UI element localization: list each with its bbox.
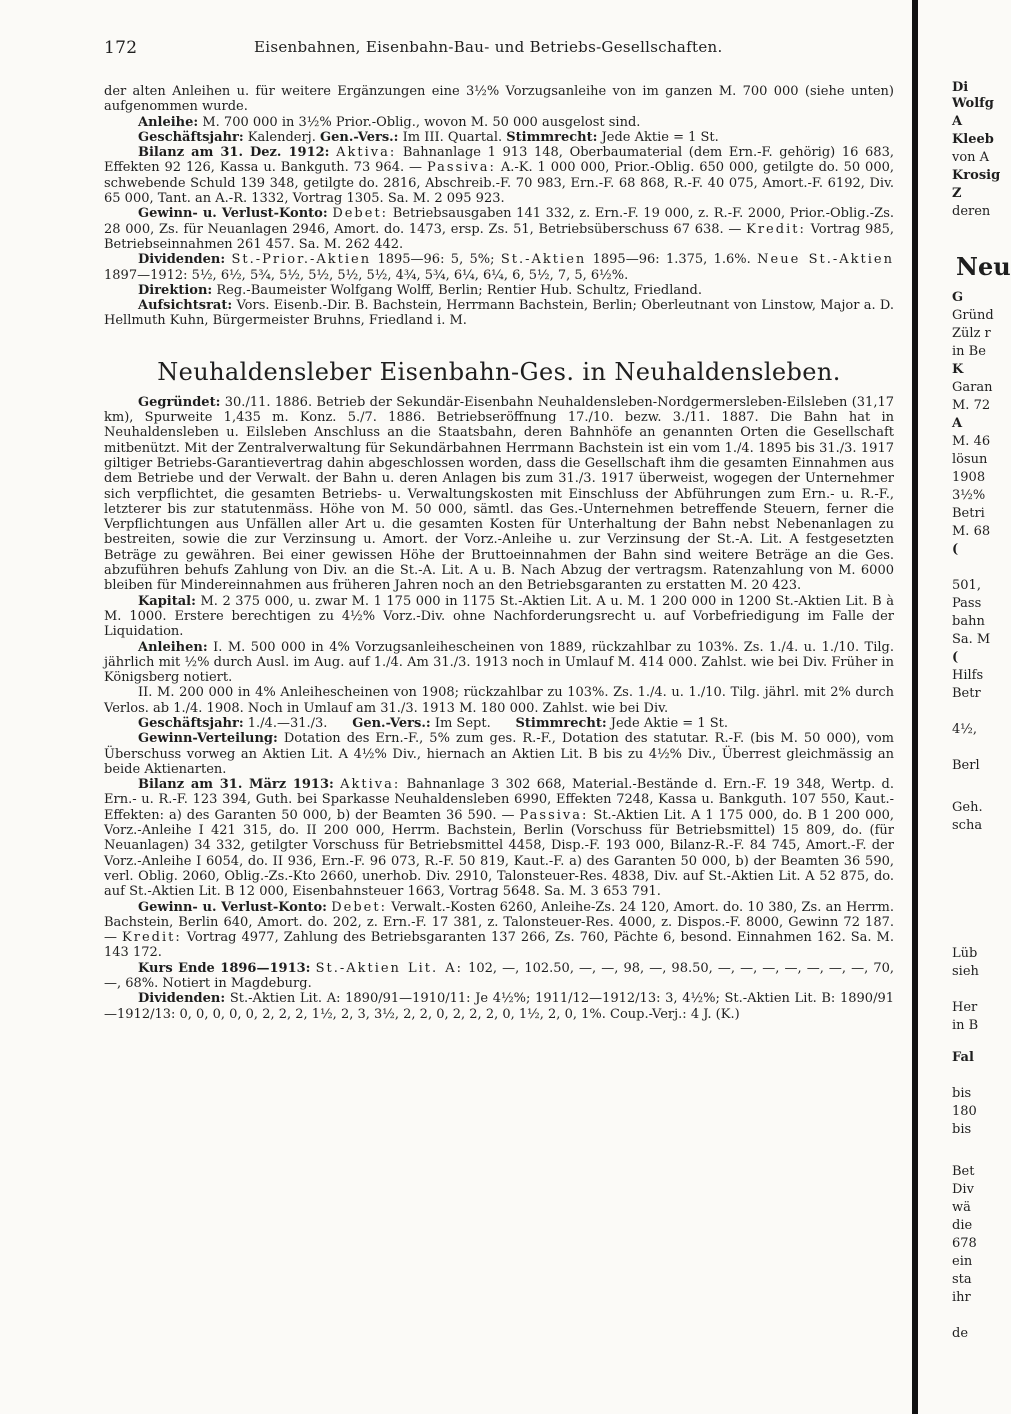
main-column (104, 84, 894, 1022)
kurs-text: 102, —, 102.50, —, —, 98, —, 98.50, —, —, —, —, —, —, —, 70, —, 68%. Notiert in Magdeburg. (104, 960, 895, 992)
right-column-text: 678 (952, 1236, 977, 1251)
right-column-text: ein (952, 1254, 973, 1269)
prev-aufsichtsrat (104, 298, 894, 329)
prev-meta (104, 130, 894, 145)
prev-bilanz-text-2: A.-K. 1 000 000, Prior.-Oblig. 650 000, getilgte do. 50 000, schwebende Schuld 139 348, getilgte do. 2816, Abschreib.-F. 70 983, Ern.-F. 68 868, R.-F. 40 075, Amort.-F. 6192, Div. 65 000, Tant. an A.-R. 1332, Vortrag 1305. Sa. M. 2 095 923. (104, 160, 894, 207)
prev-direktion-label: Direktion: (138, 282, 213, 298)
right-column-text: Garan (952, 380, 993, 395)
prev-stimmrecht-label: Stimmrecht: (506, 129, 598, 145)
right-column-text: die (952, 1218, 973, 1233)
kurs-word: St.-Aktien Lit. A: (315, 960, 464, 976)
right-column-text: Neu (956, 252, 1011, 281)
prev-bilanz-text-1: Bahnanlage 1 913 148, Oberbaumaterial (dem Ern.-F. gehörig) 16 683, Effekten 92 126, Kassa u. Bankguth. 73 964. — (104, 145, 894, 176)
anleihen (104, 640, 894, 686)
right-column-text: ihr (952, 1290, 971, 1305)
gegruendet-label: Gegründet: (138, 394, 221, 410)
right-column-text: Geh. (952, 800, 983, 815)
genvers-text: Im Sept. (434, 715, 491, 731)
geschaeftsjahr-label: Geschäftsjahr: (138, 715, 244, 731)
right-column-text: Betr (952, 686, 981, 701)
right-column-text: Sa. M (952, 632, 991, 647)
genvers-label: Gen.-Vers.: (352, 715, 431, 731)
column-divider (912, 0, 918, 1414)
right-column-text: Betri (952, 506, 985, 521)
div-text: St.-Aktien Lit. A: 1890/91—1910/11: Je 4½%; 1911/12—1912/13: 3, 4½%; St.-Aktien Lit. B: 1890/91—1912/13: 0, 0, 0, 0, 0, 2, 2, 2, 1½, 2, 3, 3½, 2, 2, 0, 2, 2, 2, 0, 1½, 2, 0, 1%. Coup.-Verj.: 4 J. (K.) (104, 991, 894, 1022)
guv (104, 900, 894, 961)
prev-guv-text-1: Betriebsausgaben 141 332, z. Ern.-F. 19 000, z. R.-F. 2000, Prior.-Oblig.-Zs. 28 000, Zs. für Neuanlagen 2946, Amort. do. 1473, ersp. Zs. 51, Betriebsüberschuss 67 638. — (104, 206, 894, 237)
prev-div-label: Dividenden: (138, 252, 226, 268)
bilanz-text-1: Bahnanlage 3 302 668, Material.-Bestände d. Ern.-F. 19 348, Wertp. d. Ern.- u. R.-F. 123 394, Guth. bei Sparkasse Neuhaldensleben 6990, Effekten 7248, Kassa u. Bankguth. 107 550, Kaut.-Effekten: a) des Garanten 50 000, b) der Beamten 36 590. — (104, 777, 895, 823)
page-number: 172 (104, 38, 138, 58)
right-column-text: bis (952, 1122, 972, 1137)
verteilung-label: Gewinn-Verteilung: (138, 731, 278, 747)
right-column-text: Kleeb (952, 132, 994, 147)
prev-div-text-2: 1895—96: 1.375, 1.6%. (592, 252, 751, 268)
kurs (104, 961, 894, 992)
prev-guv-text-2: Vortrag 985, Betriebseinnahmen 261 457. Sa. M. 262 442. (104, 221, 894, 252)
prev-direktion (104, 283, 894, 298)
prev-anleihe-text: M. 700 000 in 3½% Prior.-Oblig., wovon M. 50 000 ausgelost sind. (202, 114, 641, 130)
guv-text-2: Vortrag 4977, Zahlung des Betriebsgaranten 137 266, Zs. 760, Pächte 6, besond. Einnahmen 162. Sa. M. 143 172. (104, 930, 894, 961)
right-column-text: Pass (952, 596, 982, 611)
guv-debet: Debet: (331, 899, 387, 915)
prev-aufsichtsrat-text: Vors. Eisenb.-Dir. B. Bachstein, Herrmann Bachstein, Berlin; Oberleutnant von Linstow, Major a. D. Hellmuth Kuhn, Bürgermeister Bruhns, Friedland i. M. (104, 298, 894, 329)
prev-geschaeftsjahr-text: Kalenderj. (247, 129, 316, 145)
running-title: Eisenbahnen, Eisenbahn-Bau- und Betriebs-Gesellschaften. (254, 38, 723, 56)
right-column-text: 4½, (952, 722, 978, 737)
right-column-text: Bet (952, 1164, 975, 1179)
right-column-text: in Be (952, 344, 986, 359)
prev-dividenden (104, 252, 894, 283)
right-column-text: 1908 (952, 470, 986, 485)
company-meta (104, 716, 894, 731)
right-column-text: Z (952, 186, 962, 201)
right-column-text: Div (952, 1182, 974, 1197)
prev-guv-kredit: Kredit: (746, 221, 806, 237)
prev-div-prior: St.-Prior.-Aktien (231, 252, 372, 268)
right-column-fragment (920, 0, 1011, 1414)
prev-div-st: St.-Aktien (500, 252, 587, 268)
kurs-label: Kurs Ende 1896—1913: (138, 960, 311, 976)
dividenden (104, 991, 894, 1022)
guv-text-1: Verwalt.-Kosten 6260, Anleihe-Zs. 24 120, Amort. do. 10 380, Zs. an Herrm. Bachstein, Berlin 640, Amort. do. 202, z. Ern.-F. 17 381, z. Talonsteuer-Res. 4000, z. Dispos.-F. 8000, Gewinn 72 187. — (104, 899, 894, 946)
prev-guv-debet: Debet: (332, 206, 389, 222)
right-column-text: Berl (952, 758, 980, 773)
right-column-text: bis (952, 1086, 972, 1101)
prev-genvers-text: Im III. Quartal. (402, 129, 503, 145)
right-column-text: sieh (952, 964, 979, 979)
gegruendet-text: 30./11. 1886. Betrieb der Sekundär-Eisenbahn Neuhaldensleben-Nordgermersleben-Eilsleben (31,17 km), Spurweite 1,435 m. Konz. 5./7. 1886. Betriebseröffnung 17./10. bezw. 3./11. 1887. Die Bahn hat in Neuhaldensleben u. Eilsleben Anschluss an die Staatsbahn, deren Bahnhöfe an genannten Orten die Gesellschaft mitbenützt. Mit der Zentralverwaltung für Sekundärbahnen Herrmann Bachstein ist ein vom 1./4. 1895 bis 31./3. 1917 giltiger Betriebs-Garantievertrag dahin abgeschlossen worden, dass die Gesellschaft ihm die gesamten Einnahmen aus dem Betriebe und der Verwalt. der Bahn u. deren Anlagen bis zum 31./3. 1917 überweist, wogegen der Unternehmer sich verpflichtet, die gesamten Betriebs- u. Verwaltungskosten mit Einschluss der Abführungen zum Ern.- u. R.-F., letzterer bis zur statutenmäss. Höhe von M. 50 000, sämtl. das Ges.-Unternehmen betreffende Steuern, ferner die Verpflichtungen aus Unfällen aller Art u. die gesamten Kosten für Unterhaltung der Bahn nebst Nebenanlagen zu bestreiten, sowie die zur Verzinsung u. Amort. der Vorz.-Anleihe u. zur Verzinsung der St.-A. Lit. A festgesetzten Beträge zu gewähren. Bei einer gewissen Höhe der Bruttoeinnahmen der Bahn sind weitere Beträge an die Ges. abzuführen behufs Zahlung von Div. an die St.-A. Lit. A u. B. Nach Abzug der vertragsm. Ratenzahlung von M. 6000 bleiben für Mindereinnahmen aus früheren Jahren noch an den Betriebsgaranten zu erstatten M. 20 423. (104, 394, 894, 594)
bilanz-text-2: St.-Aktien Lit. A 1 175 000, do. B 1 200 000, Vorz.-Anleihe I 421 315, do. II 200 000, Herrm. Bachstein, Berlin (Vorschuss für Betriebsmittel) 15 809, do. (für Neuanlagen) 34 332, getilgter Vorschuss für Betriebsmittel 4458, Disp.-F. 193 000, Bilanz-R.-F. 84 745, Amort.-F. der Vorz.-Anleihe I 6054, do. II 936, Ern.-F. 96 073, R.-F. 50 819, Kaut.-F. a) des Garanten 50 000, b) der Beamten 36 590, verl. Oblig. 2060, Oblig.-Zs.-Kto 2660, unerhob. Div. 2910, Talonsteuer-Res. 4838, Div. auf St.-Aktien Lit. A 52 875, do. auf St.-Aktien Lit. B 12 000, Eisenbahnsteuer 1663, Vortrag 5648. Sa. M. 3 653 791. (104, 807, 895, 900)
page-header (104, 38, 894, 60)
kapital-label: Kapital: (138, 593, 196, 609)
prev-geschaeftsjahr-label: Geschäftsjahr: (138, 129, 244, 145)
right-column-text: bahn (952, 614, 985, 629)
bilanz (104, 777, 894, 899)
gegruendet (104, 395, 894, 594)
prev-direktion-text: Reg.-Baumeister Wolfgang Wolff, Berlin; Rentier Hub. Schultz, Friedland. (216, 282, 702, 298)
right-column-text: A (952, 416, 963, 431)
gewinn-verteilung (104, 731, 894, 777)
prev-bilanz-aktiva: Aktiva: (336, 145, 397, 161)
prev-div-text-1: 1895—96: 5, 5%; (377, 252, 495, 268)
right-column-text: wä (952, 1200, 971, 1215)
prev-div-neue: Neue St.-Aktien (757, 252, 894, 268)
right-column-text: in B (952, 1018, 979, 1033)
right-column-text: ( (952, 650, 959, 665)
prev-genvers-label: Gen.-Vers.: (320, 129, 399, 145)
guv-kredit: Kredit: (122, 930, 182, 946)
anleihen-ii (104, 685, 894, 716)
geschaeftsjahr-text: 1./4.—31./3. (247, 715, 328, 731)
right-column-text: 3½% (952, 488, 986, 503)
anleihen-text-1: I. M. 500 000 in 4% Vorzugsanleihescheinen von 1889, rückzahlbar zu 103%. Zs. 1./4. u. 1./10. Tilg. jährlich mit ½% durch Ausl. im Aug. auf 1./4. Am 31./3. 1913 noch in Umlauf M. 414 000. Zahlst. wie bei Div. Früher in Königsberg notiert. (104, 639, 894, 686)
right-column-text: Di (952, 80, 969, 95)
right-column-text: Lüb (952, 946, 978, 961)
stimmrecht-text: Jede Aktie = 1 St. (610, 715, 728, 731)
right-column-text: de (952, 1326, 969, 1341)
stimmrecht-label: Stimmrecht: (515, 715, 607, 731)
anleihen-text-2: II. M. 200 000 in 4% Anleihescheinen von 1908; rückzahlbar zu 103%. Zs. 1./4. u. 1./10. Tilg. jährl. mit 2% durch Verlos. ab 1./4. 1908. Noch in Umlauf am 31./3. 1913 M. 180 000. Zahlst. wie bei Div. (104, 685, 894, 716)
right-column-text: ( (952, 542, 959, 557)
right-column-text: K (952, 362, 964, 377)
right-column-text: A (952, 114, 963, 129)
right-column-text: Zülz r (952, 326, 991, 341)
prev-intro-text: der alten Anleihen u. für weitere Ergänzungen eine 3½% Vorzugsanleihe von im ganzen M. 700 000 (siehe unten) aufgenommen wurde. (104, 84, 894, 115)
prev-bilanz (104, 145, 894, 206)
right-column-text: Krosig (952, 168, 1001, 183)
prev-bilanz-passiva: Passiva: (426, 160, 496, 176)
prev-guv (104, 206, 894, 252)
kapital-text: M. 2 375 000, u. zwar M. 1 175 000 in 1175 St.-Aktien Lit. A u. M. 1 200 000 in 1200 St.-Aktien Lit. B à M. 1000. Erstere berechtigen zu 4½% Vorz.-Div. ohne Nachforderungsrecht u. auf Vorbefriedigung im Falle der Liquidation. (104, 593, 894, 640)
verteilung-text: Dotation des Ern.-F., 5% zum ges. R.-F., Dotation des statutar. R.-F. (bis M. 50 000), vom Überschuss vorweg an Aktien Lit. A 4½% Div., hiernach an Aktien Lit. B bis zu 4½% Div., Überrest gleichmässig an beide Aktienarten. (104, 731, 894, 777)
prev-stimmrecht-text: Jede Aktie = 1 St. (601, 129, 719, 145)
bilanz-passiva: Passiva: (519, 807, 589, 823)
right-column-text: scha (952, 818, 983, 833)
prev-div-text-3: 1897—1912: 5½, 6½, 5¾, 5½, 5½, 5½, 5½, 4¾, 5¾, 6¼, 6¼, 6, 5½, 7, 5, 6½%. (104, 267, 629, 283)
kapital (104, 594, 894, 640)
prev-intro (104, 84, 894, 115)
right-column-text: Fal (952, 1050, 974, 1065)
prev-anleihe (104, 115, 894, 130)
anleihen-label: Anleihen: (138, 639, 208, 655)
right-column-text: M. 46 (952, 434, 991, 449)
right-column-text: Wolfg (952, 96, 994, 111)
right-column-text: deren (952, 204, 991, 219)
right-column-text: Gründ (952, 308, 994, 323)
right-column-text: lösun (952, 452, 988, 467)
right-column-text: Her (952, 1000, 978, 1015)
bilanz-label: Bilanz am 31. März 1913: (138, 777, 334, 793)
right-column-text: von A (952, 150, 990, 165)
right-column-text: sta (952, 1272, 972, 1287)
div-label: Dividenden: (138, 991, 226, 1007)
right-column-text: G (952, 290, 964, 305)
bilanz-aktiva: Aktiva: (340, 777, 401, 793)
right-column-text: 501, (952, 578, 981, 593)
prev-aufsichtsrat-label: Aufsichtsrat: (138, 298, 233, 314)
prev-bilanz-label: Bilanz am 31. Dez. 1912: (138, 145, 330, 161)
right-column-text: Hilfs (952, 668, 984, 683)
section-heading: Neuhaldensleber Eisenbahn-Ges. in Neuhaldensleben. (157, 357, 841, 386)
right-column-text: M. 72 (952, 398, 991, 413)
prev-guv-label: Gewinn- u. Verlust-Konto: (138, 206, 328, 222)
right-column-text: 180 (952, 1104, 977, 1119)
right-column-text: M. 68 (952, 524, 991, 539)
prev-anleihe-label: Anleihe: (138, 114, 199, 130)
guv-label: Gewinn- u. Verlust-Konto: (138, 899, 327, 915)
